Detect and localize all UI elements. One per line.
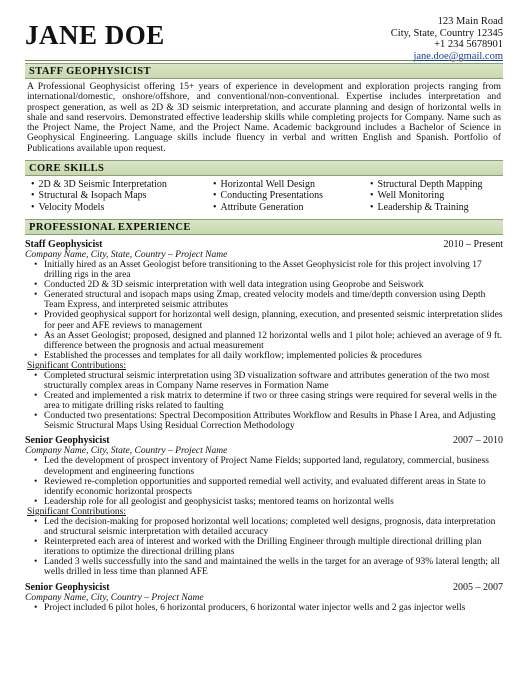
contribution-bullet: • Completed structural seismic interpretation using 3D visualization software and attributes generation of the two most structurally complex areas in Company Name reserves in Formation Name xyxy=(34,371,503,391)
summary-paragraph: A Professional Geophysicist offering 15+ years of experience in development and exploration projects ranging from international/domestic, onshore/offshore, and conventional/non-conventional. Expertise includes interpretation and prospect generation, as well as 2D & 3D seismic interpretation, and accurate planning and design of horizontal wells in shale and sand reservoirs. Demonstrated effective leadership skills while completing projects for Company. Name such as the Project Name, the Project Name, and the Project Name. Academic background includes a Bachelor of Science in Geophysical Engineering. Language skills include fluency in verbal and written English and Spanish. Portfolio of Publications available upon request. xyxy=(27,81,501,154)
contact-block xyxy=(391,16,503,62)
job-dates: 2010 – Present xyxy=(443,238,503,250)
skill-item: • Attribute Generation xyxy=(213,202,370,213)
job-title: Staff Geophysicist xyxy=(25,238,103,250)
job-entry xyxy=(25,582,503,613)
contact-email-link[interactable]: jane.doe@gmail.com xyxy=(413,50,503,62)
job-title: Senior Geophysicist xyxy=(25,581,110,593)
skills-grid xyxy=(25,176,503,217)
job-bullet: • Led the development of prospect inventory of Project Name Fields; supported land, regulatory, commercial, business development and engineering functions xyxy=(34,456,503,476)
skill-item: • Structural Depth Mapping xyxy=(370,179,510,190)
section-title-skills: CORE SKILLS xyxy=(25,160,503,176)
job-company: Company Name, City, State, Country – Project Name xyxy=(25,446,228,457)
skill-item: • Velocity Models xyxy=(31,202,213,213)
contact-city: City, State, Country 12345 xyxy=(390,27,503,39)
skill-item: • Leadership & Training xyxy=(370,202,510,213)
job-entry xyxy=(25,435,503,577)
candidate-name: JANE DOE xyxy=(25,20,165,50)
job-bullet: • Generated structural and isopach maps using Zmap, created velocity models and time/depth conversion using Depth Team Express, and interpreted seismic attributes xyxy=(34,290,503,310)
contact-phone: +1 234 5678901 xyxy=(434,39,503,50)
contact-address: 123 Main Road xyxy=(437,16,503,27)
job-bullet: • Established the processes and templates for all daily workflow; implemented policies & procedures xyxy=(34,351,503,361)
contribution-bullet: • Led the decision-making for proposed horizontal well locations; completed well designs, prognosis, data interpretation and structural seismic interpretation with detailed accuracy xyxy=(34,517,503,537)
job-bullet: • Reviewed re-completion opportunities and supported remedial well activity, and evaluated different areas in State to identify economic horizontal prospects xyxy=(34,477,503,497)
job-dates: 2007 – 2010 xyxy=(453,435,503,447)
skills-column xyxy=(213,179,370,213)
section-title-experience: PROFESSIONAL EXPERIENCE xyxy=(25,219,503,235)
skill-item: • Horizontal Well Design xyxy=(213,179,370,190)
skills-column xyxy=(370,179,510,213)
job-title: Senior Geophysicist xyxy=(25,435,110,447)
section-title-summary: STAFF GEOPHYSICIST xyxy=(25,63,503,79)
job-bullet: • Conducted 2D & 3D seismic interpretation with well data integration using Geoprobe and Seiswork xyxy=(34,280,503,290)
job-dates: 2005 – 2007 xyxy=(453,581,503,593)
resume-header xyxy=(25,0,503,60)
skill-item: • Well Monitoring xyxy=(370,190,510,201)
contributions-label: Significant Contributions: xyxy=(27,360,126,371)
contributions-label: Significant Contributions: xyxy=(27,506,126,517)
job-bullet: • Leadership role for all geologist and geophysicist tasks; mentored teams on horizontal wells xyxy=(34,497,503,507)
job-bullet: • Provided geophysical support for horizontal well design, planning, execution, and presented seismic interpretation slides for peer and AFE reviews to management xyxy=(34,310,503,330)
skills-column xyxy=(31,179,213,213)
job-bullet: • Initially hired as an Asset Geologist before transitioning to the Asset Geophysicist role for this project involving 17 drilling rigs in the area xyxy=(34,260,503,280)
skill-item: • 2D & 3D Seismic Interpretation xyxy=(31,179,213,190)
contribution-bullet: • Landed 3 wells successfully into the sand and maintained the wells in the target for an average of 93% lateral length; all wells drilled in less time than planned AFE xyxy=(34,557,503,577)
contribution-bullet: • Created and implemented a risk matrix to determine if two or three casing strings were required for several wells in the area to mitigate drilling risks related to faulting xyxy=(34,391,503,411)
job-bullets xyxy=(25,456,503,506)
skill-item: • Structural & Isopach Maps xyxy=(31,190,213,201)
job-bullets xyxy=(25,603,503,613)
skill-item: • Conducting Presentations xyxy=(213,190,370,201)
job-header xyxy=(25,582,503,593)
job-header xyxy=(25,239,503,250)
job-company: Company Name, City, Country – Project Name xyxy=(25,592,204,603)
contribution-bullets xyxy=(25,371,503,432)
contribution-bullets xyxy=(25,517,503,578)
job-bullets xyxy=(25,260,503,361)
job-bullet: • Project included 6 pilot holes, 6 horizontal producers, 6 horizontal water injector wells and 2 gas injector wells xyxy=(34,603,503,613)
contribution-bullet: • Reinterpreted each area of interest and worked with the Drilling Engineer through multiple directional drilling plan iterations to optimize the directional drilling plans xyxy=(34,537,503,557)
contribution-bullet: • Conducted two presentations: Spectral Decomposition Attributes Workflow and Results in Phase I Area, and Adjusting Seismic Structural Maps Using Residual Correction Methodology xyxy=(34,411,503,431)
job-bullet: • As an Asset Geologist; proposed, designed and planned 12 horizontal wells and 1 pilot hole; achieved an average of 9 ft. difference between the prognosis and actual measurement xyxy=(34,331,503,351)
job-entry xyxy=(25,239,503,432)
job-header xyxy=(25,435,503,446)
job-company: Company Name, City, State, Country – Project Name xyxy=(25,249,228,260)
